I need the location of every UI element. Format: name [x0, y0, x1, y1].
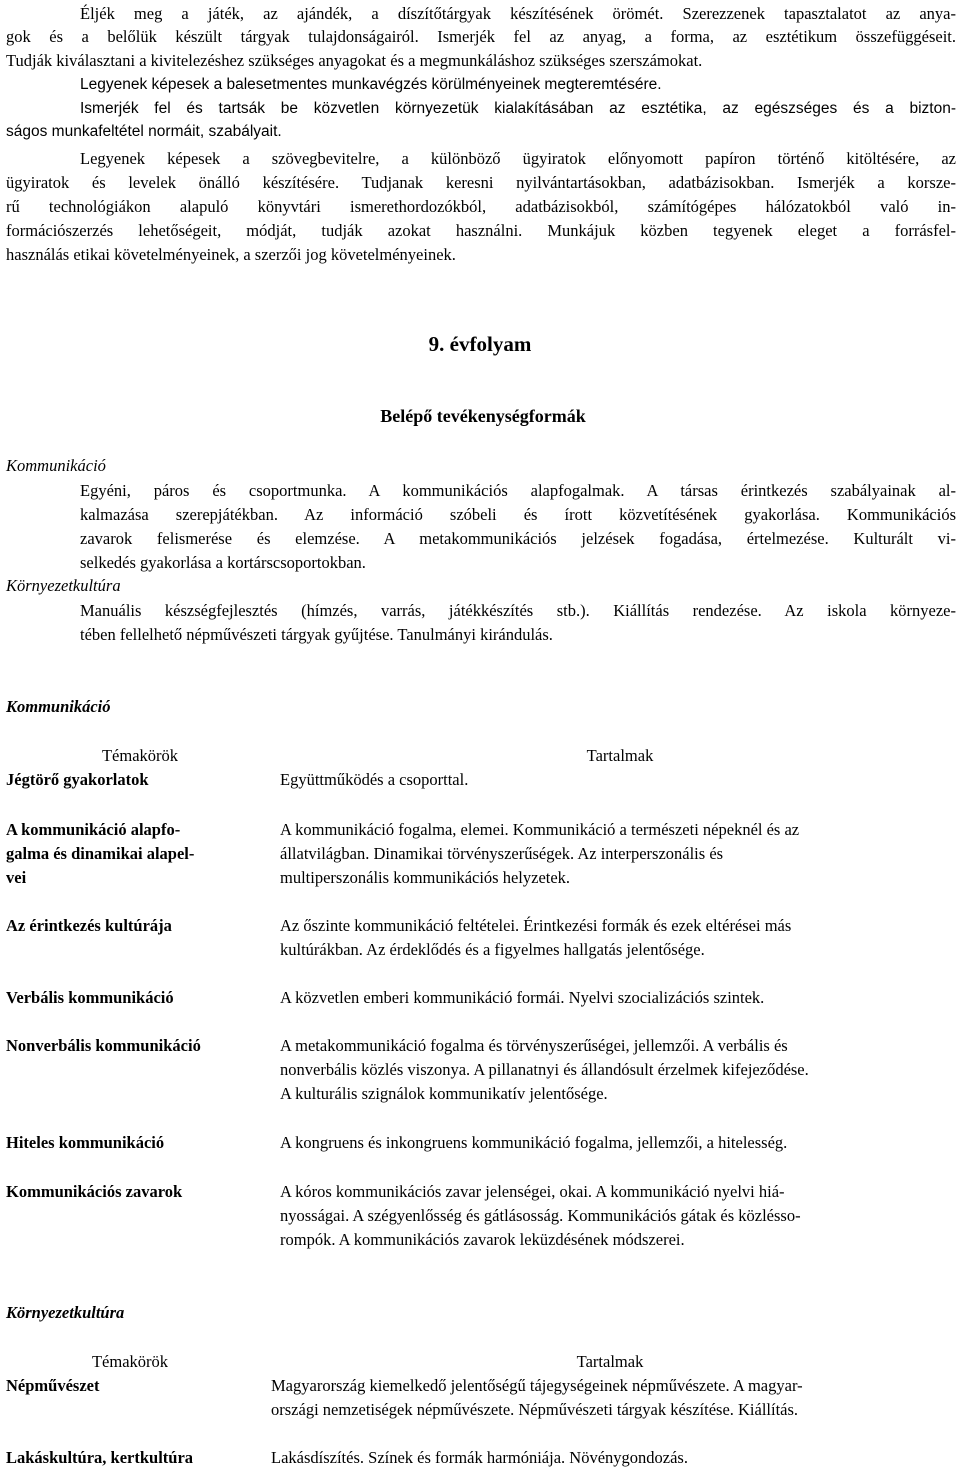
- content-line: Az őszinte kommunikáció feltételei. Érintkezési formák és ezek eltérései más: [280, 916, 792, 935]
- text-line: Legyenek képesek a balesetmentes munkavégzés körülményeinek megteremtésére.: [80, 76, 662, 93]
- text-line: Ismerjék fel és tartsák be közvetlen környezetük kialakításában az esztétika, az egészséges és a bizton-: [80, 100, 956, 117]
- text-line: selkedés gyakorlása a kortárscsoportokban.: [80, 553, 366, 572]
- text-line: zavarok felismerése és elemzése. A metakommunikációs jelzések fogadása, értelmezése. Kulturált vi-: [80, 529, 956, 548]
- text-line: rű technológiákon alapuló könyvtári ismerethordozókból, adatbázisokból, számítógépes hálózatokból való in-: [6, 197, 956, 216]
- topic-label: Népművészet: [6, 1376, 100, 1395]
- text-line: tében fellelhető népművészeti tárgyak gyűjtése. Tanulmányi kirándulás.: [80, 625, 553, 644]
- topic-label: Az érintkezés kultúrája: [6, 916, 172, 935]
- content-line: A kommunikáció fogalma, elemei. Kommunikáció a természeti népeknél és az: [280, 820, 800, 839]
- content-line: Magyarország kiemelkedő jelentőségű tájegységeinek népművészete. A magyar-: [271, 1376, 803, 1395]
- content-line: országi nemzetiségek népművészete. Népművészeti tárgyak készítése. Kiállítás.: [271, 1400, 799, 1419]
- entry-activities-title: Belépő tevékenységformák: [380, 406, 586, 426]
- content-line: A közvetlen emberi kommunikáció formái. Nyelvi szocializációs szintek.: [280, 988, 765, 1007]
- content-line: kultúrákban. Az érdeklődés és a figyelmes hallgatás jelentősége.: [280, 940, 705, 959]
- topic-label: Lakáskultúra, kertkultúra: [6, 1448, 194, 1467]
- column-header-contents: Tartalmak: [586, 746, 654, 765]
- topic-label: galma és dinamikai alapel-: [6, 844, 195, 863]
- entry-label-kommunikacio: Kommunikáció: [6, 456, 106, 475]
- text-line: ügyiratok és levelek önálló készítésére. Tudjanak keresni nyilvántartásokban, adatbázisokban. Ismerjék a korsze-: [6, 173, 956, 192]
- topic-label: Hiteles kommunikáció: [6, 1133, 165, 1152]
- text-line: Egyéni, páros és csoportmunka. A kommunikációs alapfogalmak. A társas érintkezés szabályainak al-: [80, 481, 956, 500]
- column-header-topics: Témakörök: [91, 1352, 169, 1371]
- content-line: Lakásdíszítés. Színek és formák harmóniája. Növénygondozás.: [271, 1448, 688, 1467]
- grade-title: 9. évfolyam: [428, 332, 532, 356]
- entry-label-kornyezetkultura: Környezetkultúra: [6, 576, 121, 595]
- content-line: nyosságai. A szégyenlősség és gátlásosság. Kommunikációs gátak és közlésso-: [280, 1206, 801, 1225]
- topic-label: Verbális kommunikáció: [6, 988, 174, 1007]
- topic-label: Kommunikációs zavarok: [6, 1182, 183, 1201]
- text-line: használás etikai követelményeinek, a szerzői jog követelményeinek.: [6, 245, 456, 264]
- text-line: Éljék meg a játék, az ajándék, a díszítőtárgyak készítésének örömét. Szerezzenek tapasztalatot az anya-: [80, 4, 956, 23]
- section-title: Kommunikáció: [6, 697, 111, 716]
- content-line: nonverbális közlés viszonya. A pillanatnyi és állandósult érzelmek kifejeződése.: [280, 1060, 809, 1079]
- column-header-topics: Témakörök: [101, 746, 179, 765]
- content-line: A kongruens és inkongruens kommunikáció fogalma, jellemzői, a hitelesség.: [280, 1133, 788, 1152]
- text-line: formációszerzés lehetőségeit, módját, tudják azokat használni. Munkájuk közben tegyenek eleget a forrásfel-: [6, 221, 956, 240]
- column-header-contents: Tartalmak: [576, 1352, 644, 1371]
- text-line: Legyenek képesek a szövegbevitelre, a különböző ügyiratok előnyomott papíron történő kitöltésére, az: [80, 149, 956, 168]
- text-line: ságos munkafeltétel normáit, szabályait.: [6, 123, 282, 140]
- content-line: rompók. A kommunikációs zavarok leküzdésének módszerei.: [280, 1230, 685, 1249]
- content-line: állatvilágban. Dinamikai törvényszerűségek. Az interperszonális és: [280, 844, 724, 863]
- text-line: Tudják kiválasztani a kivitelezéshez szükséges anyagokat és a megmunkáláshoz szükséges szerszámokat.: [6, 51, 703, 70]
- text-line: kalmazása szerepjátékban. Az információ szóbeli és írott közvetítésének gyakorlása. Kommunikációs: [80, 505, 956, 524]
- text-line: Manuális készségfejlesztés (hímzés, varrás, játékkészítés stb.). Kiállítás rendezése. Az iskola környeze-: [80, 601, 956, 620]
- topic-label: vei: [6, 868, 27, 887]
- content-line: A metakommunikáció fogalma és törvényszerűségei, jellemzői. A verbális és: [280, 1036, 788, 1055]
- text-line: gok és a belőlük készült tárgyak tulajdonságairól. Ismerjék fel az anyag, a forma, az esztétikum összefüggéseit.: [6, 27, 956, 46]
- topic-label: Nonverbális kommunikáció: [6, 1036, 201, 1055]
- topic-label: Jégtörő gyakorlatok: [6, 770, 149, 789]
- content-line: A kulturális szignálok kommunikatív jelentősége.: [280, 1084, 608, 1103]
- content-line: A kóros kommunikációs zavar jelenségei, okai. A kommunikáció nyelvi hiá-: [280, 1182, 785, 1201]
- section-title: Környezetkultúra: [6, 1303, 125, 1322]
- topic-label: A kommunikáció alapfo-: [6, 820, 181, 839]
- content-line: multiperszonális kommunikációs helyzetek.: [280, 868, 571, 887]
- content-line: Együttműködés a csoporttal.: [280, 770, 469, 789]
